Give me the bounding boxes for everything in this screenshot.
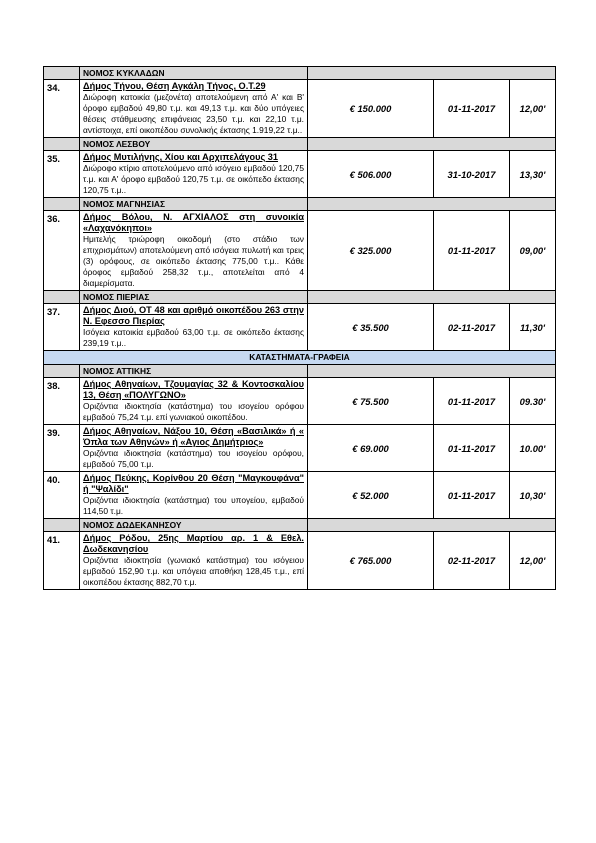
listing-description: Οριζόντια ιδιοκτησία (κατάστημα) του υπογείου, εμβαδού 114,50 τ.μ. <box>83 495 304 516</box>
listing-auction-time: 12,00' <box>510 80 556 138</box>
listing-row <box>44 532 556 590</box>
region-spacer-cell <box>308 291 556 304</box>
region-label: ΝΟΜΟΣ ΠΙΕΡΙΑΣ <box>80 291 308 304</box>
listing-description-cell <box>80 378 308 425</box>
listing-starting-price: € 506.000 <box>308 151 434 198</box>
listing-description-cell <box>80 151 308 198</box>
listing-row <box>44 211 556 291</box>
listing-description: Διώροφο κτίριο αποτελούμενο από ισόγειο εμβαδού 120,75 τ.μ. και Α' όροφο εμβαδού 120,75 τ.μ. σε οικόπεδο έκτασης 120,75 τ.μ.. <box>83 163 304 195</box>
region-label: ΝΟΜΟΣ ΔΩΔΕΚΑΝΗΣΟΥ <box>80 519 308 532</box>
region-header-row <box>44 138 556 151</box>
listing-row <box>44 151 556 198</box>
region-blank-cell <box>44 198 80 211</box>
region-label: ΝΟΜΟΣ ΑΤΤΙΚΗΣ <box>80 365 308 378</box>
region-blank-cell <box>44 138 80 151</box>
listing-location: Δήμος Αθηναίων, Νάξου 10, Θέση «Βασιλικά» ή « Όπλα των Αθηνών» ή «Αγιος Δημήτριος» <box>83 426 304 447</box>
listing-description: Οριζόντια ιδιοκτησία (κατάστημα) του ισογείου ορόφου, εμβαδού 75,00 τ.μ. <box>83 448 304 469</box>
listing-auction-date: 01-11-2017 <box>434 211 510 291</box>
region-label: ΝΟΜΟΣ ΜΑΓΝΗΣΙΑΣ <box>80 198 308 211</box>
listing-starting-price: € 765.000 <box>308 532 434 590</box>
auction-listings-table <box>43 66 556 590</box>
listing-starting-price: € 150.000 <box>308 80 434 138</box>
listing-auction-time: 13,30' <box>510 151 556 198</box>
listing-description: Οριζόντια ιδιοκτησία (γωνιακό κατάστημα) του ισόγειου εμβαδού 152,90 τ.μ. και υπόγεια αποθήκη 128,45 τ.μ., επί οικοπέδου έκτασης 882,70 τ.μ. <box>83 555 304 587</box>
region-header-row <box>44 198 556 211</box>
listing-starting-price: € 69.000 <box>308 425 434 472</box>
listing-auction-time: 10,30' <box>510 472 556 519</box>
region-blank-cell <box>44 67 80 80</box>
listing-description-cell <box>80 80 308 138</box>
listing-auction-time: 10.00' <box>510 425 556 472</box>
region-header-row <box>44 519 556 532</box>
listing-number: 39. <box>44 425 80 472</box>
listing-starting-price: € 35.500 <box>308 304 434 351</box>
listing-description-cell <box>80 532 308 590</box>
listing-description: Ημιτελής τριώροφη οικοδομή (στο στάδιο των επιχρισμάτων) αποτελούμενη από ισόγεια πυλωτή και τρεις (3) ορόφους, σε οικόπεδο έκτασης 775,00 τ.μ.. Κάθε όροφος εμβαδού 258,32 τ.μ., αποτελείται από 4 διαμερίσματα. <box>83 234 304 288</box>
listing-auction-date: 01-11-2017 <box>434 80 510 138</box>
region-spacer-cell <box>308 198 556 211</box>
listing-auction-time: 09.30' <box>510 378 556 425</box>
listing-auction-date: 01-11-2017 <box>434 425 510 472</box>
region-spacer-cell <box>308 138 556 151</box>
listing-row <box>44 378 556 425</box>
listing-description: Διώροφη κατοικία (μεζονέτα) αποτελούμενη από Α' και Β' όροφο εμβαδού 49,80 τ.μ. και 49,13 τ.μ. και δύο υπόγειες θέσεις στάθμευσης επιφάνειας 23,50 τ.μ. και 22,10 τ.μ. αντίστοιχα, επί οικοπέδου συνολικής έκτασης 1.919,22 τ.μ.. <box>83 92 304 135</box>
region-spacer-cell <box>308 519 556 532</box>
category-header-row <box>44 351 556 365</box>
listing-auction-date: 02-11-2017 <box>434 532 510 590</box>
listing-description-cell <box>80 211 308 291</box>
listing-location: Δήμος Αθηναίων, Τζουμαγίας 32 & Κοντοσκαλίου 13, Θέση «ΠΟΛΥΓΩΝΟ» <box>83 379 304 400</box>
listing-auction-date: 31-10-2017 <box>434 151 510 198</box>
listing-starting-price: € 325.000 <box>308 211 434 291</box>
region-spacer-cell <box>308 365 556 378</box>
listing-location: Δήμος Μυτιλήνης, Χίου και Αρχιπελάγους 31 <box>83 152 279 162</box>
listing-auction-date: 01-11-2017 <box>434 378 510 425</box>
listing-number: 36. <box>44 211 80 291</box>
listing-description: Οριζόντια ιδιοκτησία (κατάστημα) του ισογείου ορόφου εμβαδού 75,24 τ.μ. επί γωνιακού οικοπέδου. <box>83 401 304 422</box>
listing-location: Δήμος Διού, ΟΤ 48 και αριθμό οικοπέδου 263 στην Ν. Εφεσσο Πιερίας <box>83 305 304 326</box>
listing-number: 34. <box>44 80 80 138</box>
listing-row <box>44 304 556 351</box>
region-header-row <box>44 291 556 304</box>
listing-starting-price: € 75.500 <box>308 378 434 425</box>
listing-auction-time: 12,00' <box>510 532 556 590</box>
region-header-row <box>44 365 556 378</box>
listing-auction-date: 02-11-2017 <box>434 304 510 351</box>
listing-row <box>44 80 556 138</box>
listing-auction-date: 01-11-2017 <box>434 472 510 519</box>
listing-number: 35. <box>44 151 80 198</box>
listing-description-cell <box>80 472 308 519</box>
listing-location: Δήμος Πεύκης, Κορίνθου 20 Θέση "Μαγκουφάνα" ή "Ψαλίδι" <box>83 473 304 494</box>
listing-description-cell <box>80 425 308 472</box>
region-blank-cell <box>44 519 80 532</box>
listing-number: 41. <box>44 532 80 590</box>
listing-location: Δήμος Ρόδου, 25ης Μαρτίου αρ. 1 & Εθελ. Δωδεκανησίου <box>83 533 304 554</box>
listing-number: 38. <box>44 378 80 425</box>
region-label: ΝΟΜΟΣ ΚΥΚΛΑΔΩΝ <box>80 67 308 80</box>
region-spacer-cell <box>308 67 556 80</box>
region-label: ΝΟΜΟΣ ΛΕΣΒΟΥ <box>80 138 308 151</box>
listing-description-cell <box>80 304 308 351</box>
listing-starting-price: € 52.000 <box>308 472 434 519</box>
listing-auction-time: 09,00' <box>510 211 556 291</box>
listing-location: Δήμος Τήνου, Θέση Αγκάλη Τήνος, Ο.Τ.29 <box>83 81 266 91</box>
listing-location: Δήμος Βόλου, Ν. ΑΓΧΙΑΛΟΣ στη συνοικία «Λαχανόκηποι» <box>83 212 304 233</box>
region-blank-cell <box>44 365 80 378</box>
listing-row <box>44 472 556 519</box>
category-label: ΚΑΤΑΣΤΗΜΑΤΑ-ΓΡΑΦΕΙΑ <box>44 351 556 365</box>
listing-description: Ισόγεια κατοικία εμβαδού 63,00 τ.μ. σε οικόπεδο έκτασης 239,19 τ.μ.. <box>83 327 304 348</box>
listing-number: 37. <box>44 304 80 351</box>
listing-row <box>44 425 556 472</box>
region-blank-cell <box>44 291 80 304</box>
region-header-row <box>44 67 556 80</box>
listing-auction-time: 11,30' <box>510 304 556 351</box>
listing-number: 40. <box>44 472 80 519</box>
